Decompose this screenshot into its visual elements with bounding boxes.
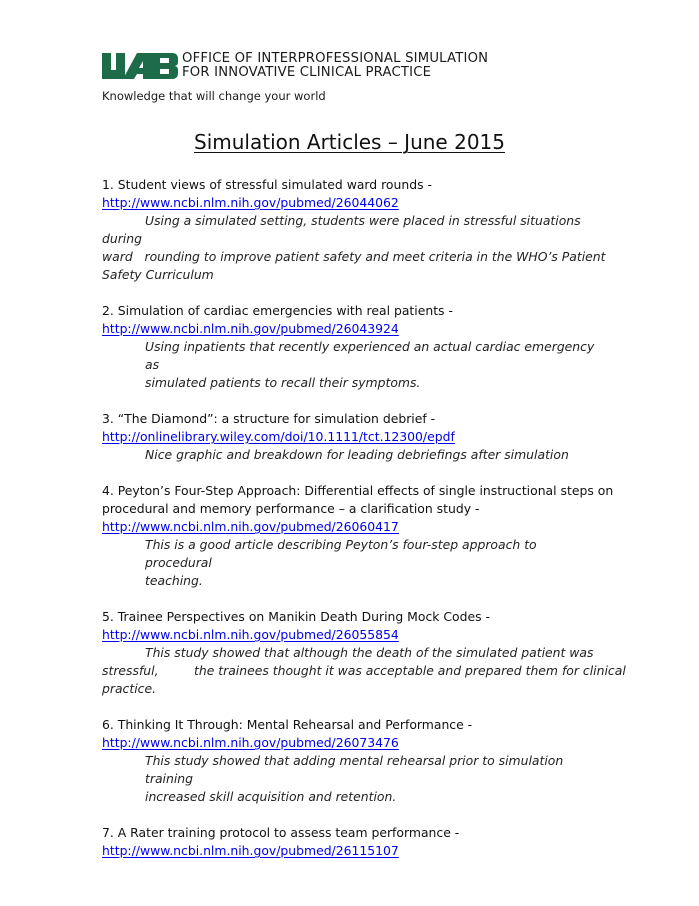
description-line: Safety Curriculum (102, 267, 214, 282)
article-title: 7. A Rater training protocol to assess team performance - (102, 825, 460, 840)
description-line: ward rounding to improve patient safety and meet criteria in the WHO’s Patient (102, 249, 606, 264)
article-link[interactable]: http://www.ncbi.nlm.nih.gov/pubmed/26073476 (102, 735, 399, 750)
article-item-1 (102, 176, 606, 284)
description-line: Using inpatients that recently experienced an actual cardiac emergency as (145, 339, 595, 372)
organization-name (182, 52, 488, 80)
article-link[interactable]: http://www.ncbi.nlm.nih.gov/pubmed/26060417 (102, 519, 399, 534)
tagline: Knowledge that will change your world (102, 89, 326, 103)
article-link[interactable]: http://www.ncbi.nlm.nih.gov/pubmed/26055854 (102, 627, 399, 642)
article-link[interactable]: http://www.ncbi.nlm.nih.gov/pubmed/26044062 (102, 195, 399, 210)
article-description (102, 446, 602, 464)
article-item-3 (102, 410, 602, 464)
description-line: practice. (102, 681, 157, 696)
description-line: Using a simulated setting, students were placed in stressful situations during (102, 213, 581, 246)
article-title: 3. “The Diamond”: a structure for simulation debrief - (102, 411, 436, 426)
article-description (102, 536, 602, 590)
article-title: 2. Simulation of cardiac emergencies with real patients - (102, 303, 453, 318)
description-line: This is a good article describing Peyton’s four-step approach to procedural (145, 537, 537, 570)
description-line: Nice graphic and breakdown for leading debriefings after simulation (145, 447, 569, 462)
article-item-7 (102, 824, 602, 860)
article-description (102, 212, 606, 284)
article-item-4 (102, 482, 614, 590)
article-link[interactable]: http://onlinelibrary.wiley.com/doi/10.1111/tct.12300/epdf (102, 429, 455, 444)
uab-logo-icon (102, 53, 178, 79)
article-item-6 (102, 716, 602, 806)
article-description (102, 338, 602, 392)
article-title: 1. Student views of stressful simulated ward rounds - (102, 177, 432, 192)
organization-name-line1: OFFICE OF INTERPROFESSIONAL SIMULATION (182, 51, 489, 66)
description-line: stressful, the trainees thought it was acceptable and prepared them for clinical (102, 663, 626, 678)
page-title (0, 130, 699, 154)
description-line: This study showed that adding mental rehearsal prior to simulation training (145, 753, 564, 786)
article-title-line: procedural and memory performance – a clarification study - (102, 501, 480, 516)
article-title (102, 482, 614, 518)
letterhead (102, 52, 542, 112)
description-line: This study showed that although the death of the simulated patient was (145, 645, 594, 660)
article-title: 6. Thinking It Through: Mental Rehearsal and Performance - (102, 717, 473, 732)
organization-name-line2: FOR INNOVATIVE CLINICAL PRACTICE (182, 65, 432, 80)
article-link[interactable]: http://www.ncbi.nlm.nih.gov/pubmed/26043924 (102, 321, 399, 336)
article-description (102, 644, 626, 698)
article-title-line: 4. Peyton’s Four-Step Approach: Differential effects of single instructional steps on (102, 483, 614, 498)
article-item-5 (102, 608, 626, 698)
article-title: 5. Trainee Perspectives on Manikin Death During Mock Codes - (102, 609, 490, 624)
article-link[interactable]: http://www.ncbi.nlm.nih.gov/pubmed/26115107 (102, 843, 399, 858)
article-description (102, 752, 602, 806)
description-line: simulated patients to recall their symptoms. (145, 375, 421, 390)
page-title-text: Simulation Articles – June 2015 (194, 130, 505, 154)
article-item-2 (102, 302, 602, 392)
article-list (102, 176, 626, 878)
description-line: teaching. (145, 573, 203, 588)
description-line: increased skill acquisition and retention. (145, 789, 397, 804)
